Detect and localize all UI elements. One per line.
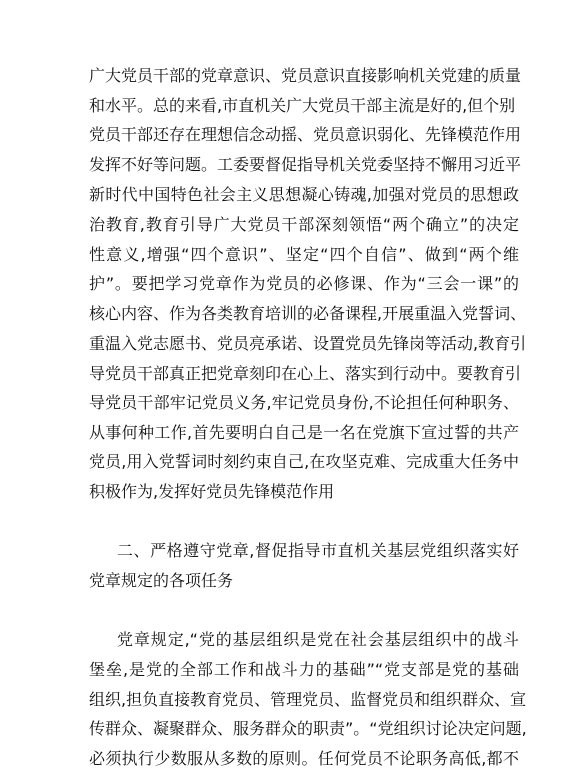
paragraph-1-line-7: 性意义,增强“四个意识”、坚定“四个自信”、做到“两个维 — [89, 245, 519, 264]
paragraph-1-line-10: 重温入党志愿书、党员亮承诺、设置党员先锋岗等活动,教育引 — [89, 334, 527, 353]
paragraph-1-line-6: 治教育,教育引导广大党员干部深刻领悟“两个确立”的决定 — [89, 215, 519, 234]
paragraph-1-line-12: 导党员干部牢记党员义务,牢记党员身份,不论担任何种职务、 — [89, 393, 519, 412]
paragraph-1-line-13: 从事何种工作,首先要明白自己是一名在党旗下宣过誓的共产 — [89, 423, 519, 442]
paragraph-1-line-2: 和水平。总的来看,市直机关广大党员干部主流是好的,但个别 — [89, 96, 516, 115]
section-heading-line-1: 二、严格遵守党章,督促指导市直机关基层党组织落实好 — [117, 541, 519, 560]
paragraph-1-line-8: 护”。要把学习党章作为党员的必修课、作为“三会一课”的 — [89, 274, 519, 293]
paragraph-1-line-14: 党员,用入党誓词时刻约束自己,在攻坚克难、完成重大任务中 — [89, 452, 519, 471]
paragraph-1-line-3: 党员干部还存在理想信念动摇、党员意识弱化、先锋模范作用 — [89, 125, 522, 144]
paragraph-1-line-5: 新时代中国特色社会主义思想凝心铸魂,加强对党员的思想政 — [89, 185, 519, 204]
paragraph-3-line-3: 组织,担负直接教育党员、管理党员、监督党员和组织群众、宣 — [89, 690, 527, 709]
paragraph-1-line-4: 发挥不好等问题。工委要督促指导机关党委坚持不懈用习近平 — [89, 155, 522, 174]
paragraph-3-line-4: 传群众、凝聚群众、服务群众的职责”。“党组织讨论决定问题, — [89, 719, 527, 738]
paragraph-1-line-15: 积极作为,发挥好党员先锋模范作用 — [89, 482, 335, 501]
paragraph-1-line-9: 核心内容、作为各类教育培训的必备课程,开展重温入党誓词、 — [89, 304, 527, 323]
paragraph-1-line-11: 导党员干部真正把党章刻印在心上、落实到行动中。要教育引 — [89, 364, 522, 383]
paragraph-1-line-1: 广大党员干部的党章意识、党员意识直接影响机关党建的质量 — [89, 66, 522, 85]
paragraph-3-line-1: 党章规定,“党的基层组织是党在社会基层组织中的战斗 — [117, 630, 519, 649]
paragraph-3-line-5: 必须执行少数服从多数的原则。任何党员不论职务高低,都不 — [89, 749, 519, 768]
section-heading-line-2: 党章规定的各项任务 — [89, 571, 234, 590]
paragraph-3-line-2: 堡垒,是党的全部工作和战斗力的基础”“党支部是党的基础 — [89, 660, 519, 679]
